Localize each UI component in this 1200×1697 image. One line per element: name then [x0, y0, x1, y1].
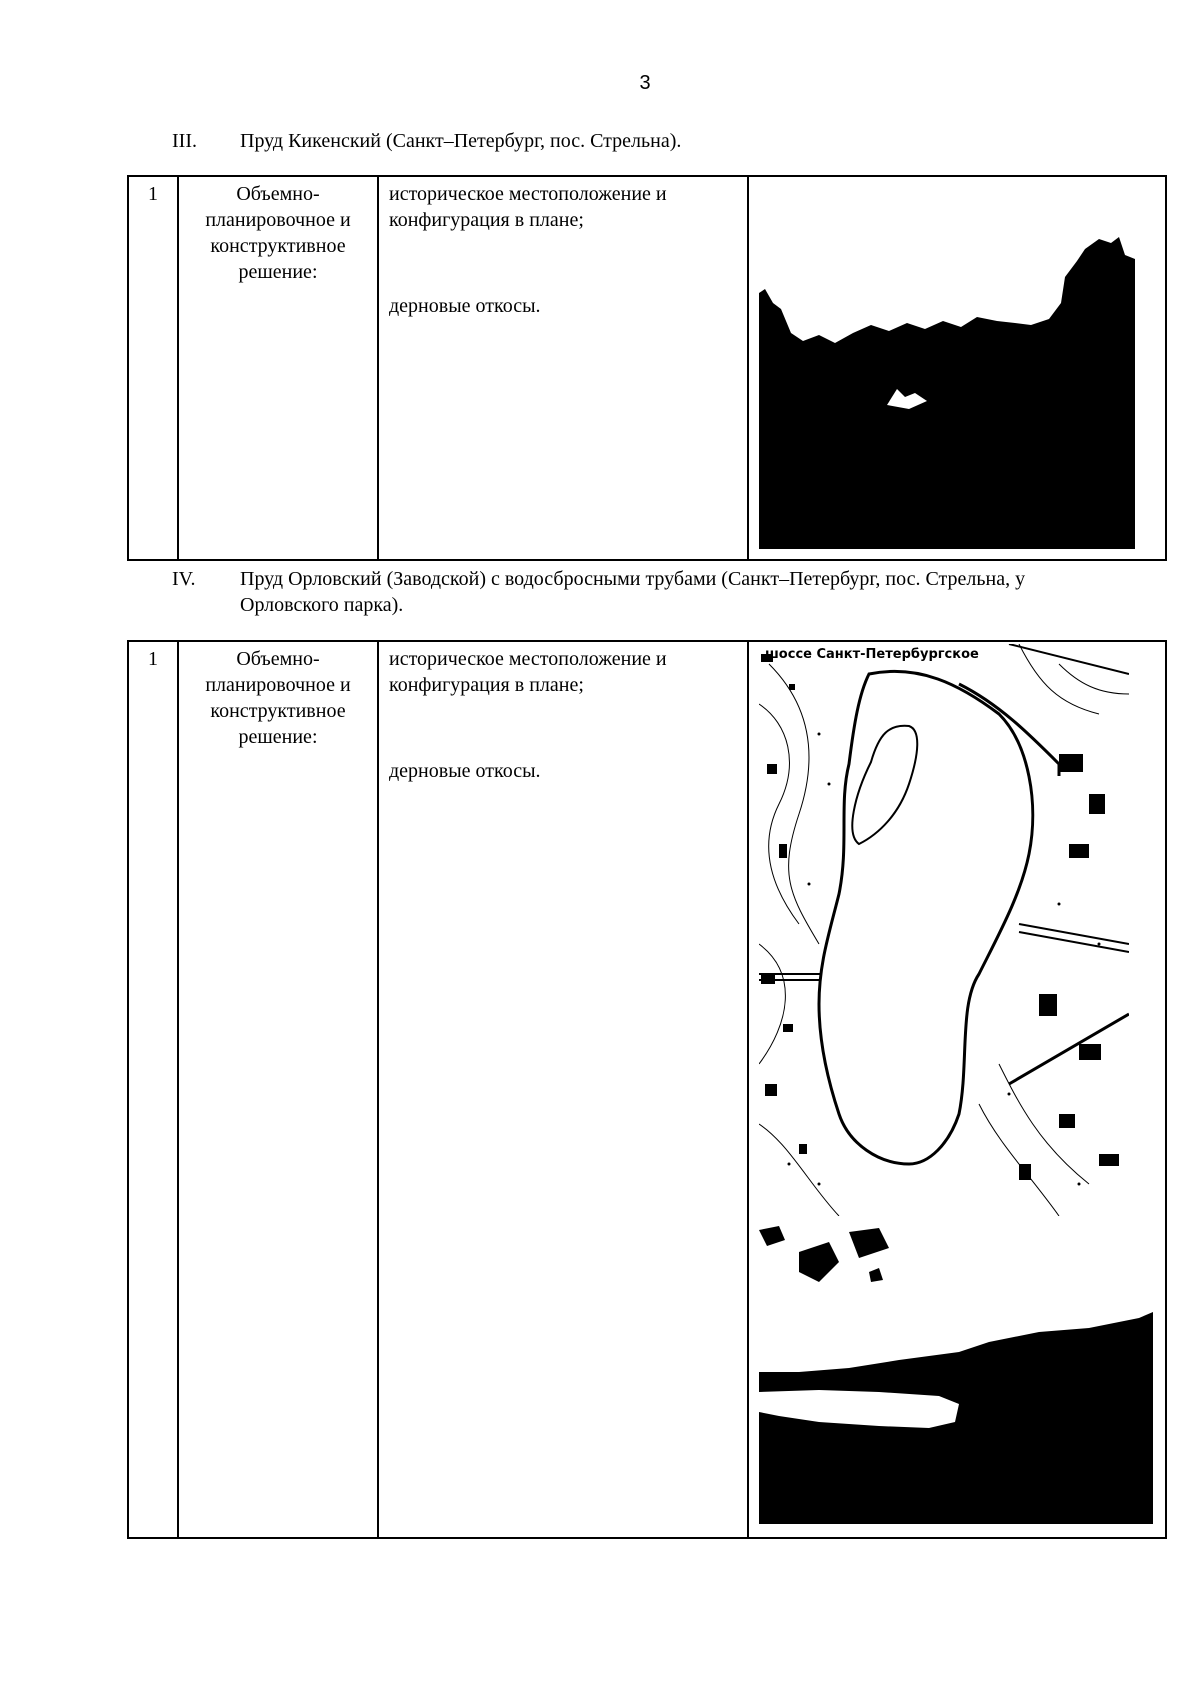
row-number: 1 — [128, 641, 178, 1538]
page-number: 3 — [639, 72, 651, 94]
description-item: историческое местоположение и конфигурация в плане; — [389, 648, 667, 696]
element-cell: Объемно-планировочное и конструктивное решение: — [178, 176, 378, 560]
image-cell — [748, 176, 1166, 560]
topographic-map — [759, 644, 1129, 1216]
section-title: Пруд Кикенский (Санкт–Петербург, пос. Стрельна). — [240, 130, 682, 152]
pond-photo — [759, 237, 1135, 549]
element-cell: Объемно-планировочное и конструктивное решение: — [178, 641, 378, 1538]
description-item: историческое местоположение и конфигурация в плане; — [389, 183, 667, 231]
description-cell — [378, 176, 748, 560]
table-row — [128, 176, 1166, 560]
row-number: 1 — [128, 176, 178, 560]
section-title: Пруд Орловский (Заводской) с водосбросными трубами (Санкт–Петербург, пос. Стрельна, у Орловского парка). — [240, 568, 1026, 616]
table-row — [128, 641, 1166, 1538]
object-table — [127, 175, 1167, 561]
section-numeral: IV. — [172, 568, 196, 590]
section-heading — [172, 566, 1132, 622]
description-cell — [378, 641, 748, 1538]
map-road-label: шоссе Санкт-Петербургское — [765, 647, 979, 662]
pond-photo — [759, 1222, 1153, 1524]
image-cell — [748, 641, 1166, 1538]
section-numeral: III. — [172, 130, 197, 152]
description-item: дерновые откосы. — [389, 760, 541, 782]
object-table — [127, 640, 1167, 1539]
description-item: дерновые откосы. — [389, 295, 541, 317]
